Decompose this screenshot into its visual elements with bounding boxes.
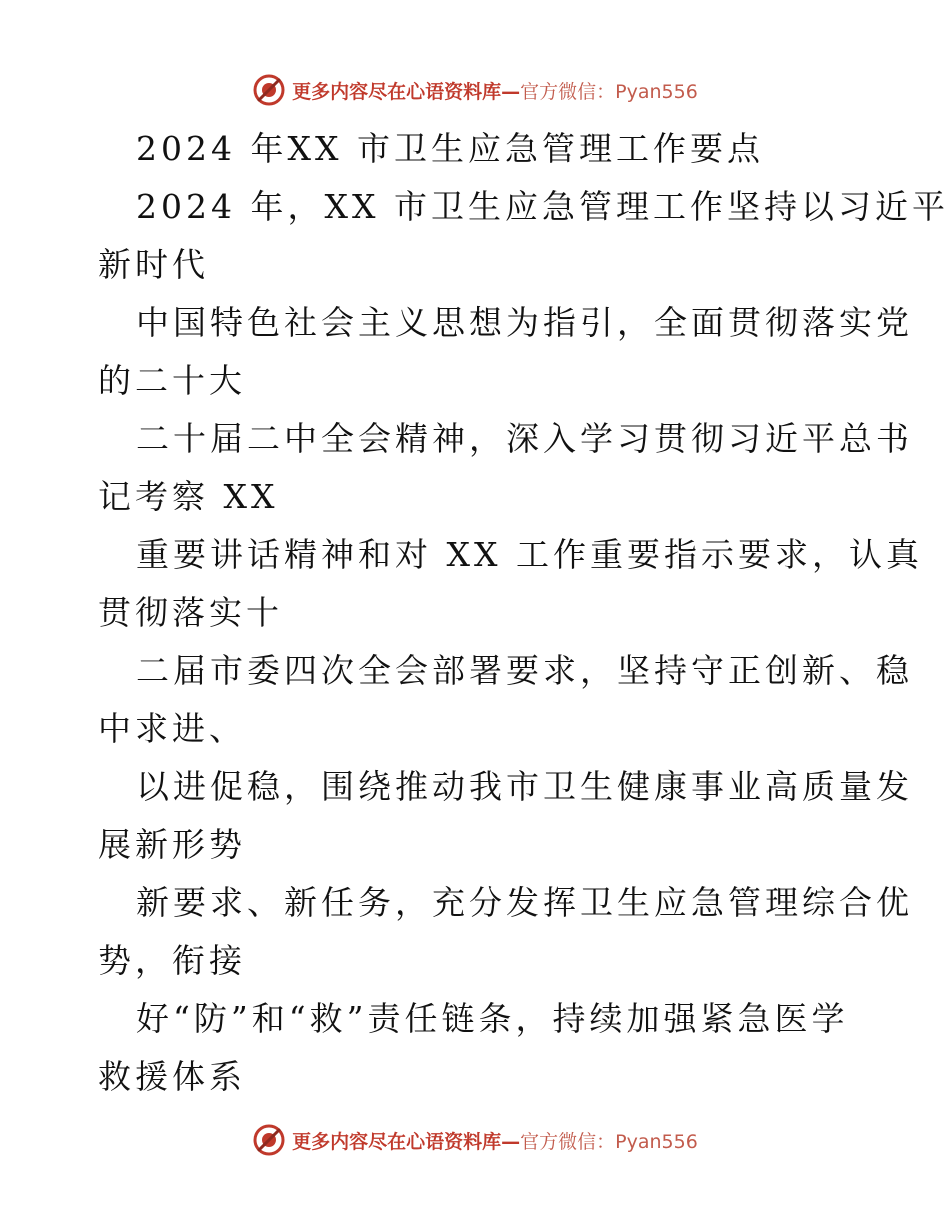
brand-logo-icon xyxy=(252,73,286,107)
body-text-line: 以进促稳，围绕推动我市卫生健康事业高质量发 xyxy=(136,767,913,806)
body-text-line: 2024 年，XX 市卫生应急管理工作坚持以习近平 xyxy=(136,187,949,226)
body-text-line: 二届市委四次全会部署要求，坚持守正创新、稳 xyxy=(136,651,913,690)
watermark-site-name: 更多内容尽在心语资料库 xyxy=(292,1130,502,1153)
body-text-line: 二十届二中全会精神，深入学习贯彻习近平总书 xyxy=(136,419,913,458)
document-title: 2024 年XX 市卫生应急管理工作要点 xyxy=(136,129,764,168)
header-watermark xyxy=(0,70,950,110)
body-text-line: 记考察 XX xyxy=(98,477,279,516)
body-text-line: 中求进、 xyxy=(98,709,246,748)
body-text-line: 新时代 xyxy=(98,245,209,284)
footer-watermark xyxy=(0,1120,950,1160)
body-text-line: 新要求、新任务，充分发挥卫生应急管理综合优 xyxy=(136,883,913,922)
body-text-line: 展新形势 xyxy=(98,825,246,864)
body-text-line: 救援体系 xyxy=(98,1057,246,1096)
body-text-line: 中国特色社会主义思想为指引，全面贯彻落实党 xyxy=(136,303,913,342)
document-body xyxy=(98,120,949,1106)
body-text-line: 势，衔接 xyxy=(98,941,246,980)
watermark-contact: 官方微信：Pyan556 xyxy=(520,80,698,103)
body-text-line: 贯彻落实十 xyxy=(98,593,283,632)
watermark-separator: — xyxy=(501,80,521,103)
watermark-text xyxy=(292,77,698,104)
body-text-line: 重要讲话精神和对 XX 工作重要指示要求，认真 xyxy=(136,535,923,574)
body-text-line: 的二十大 xyxy=(98,361,246,400)
watermark-site-name: 更多内容尽在心语资料库 xyxy=(292,80,502,103)
body-text-line: 好“防”和“救”责任链条，持续加强紧急医学 xyxy=(136,999,849,1038)
watermark-separator: — xyxy=(501,1130,521,1153)
watermark-contact: 官方微信：Pyan556 xyxy=(520,1130,698,1153)
brand-logo-icon xyxy=(252,1123,286,1157)
watermark-text xyxy=(292,1127,698,1154)
